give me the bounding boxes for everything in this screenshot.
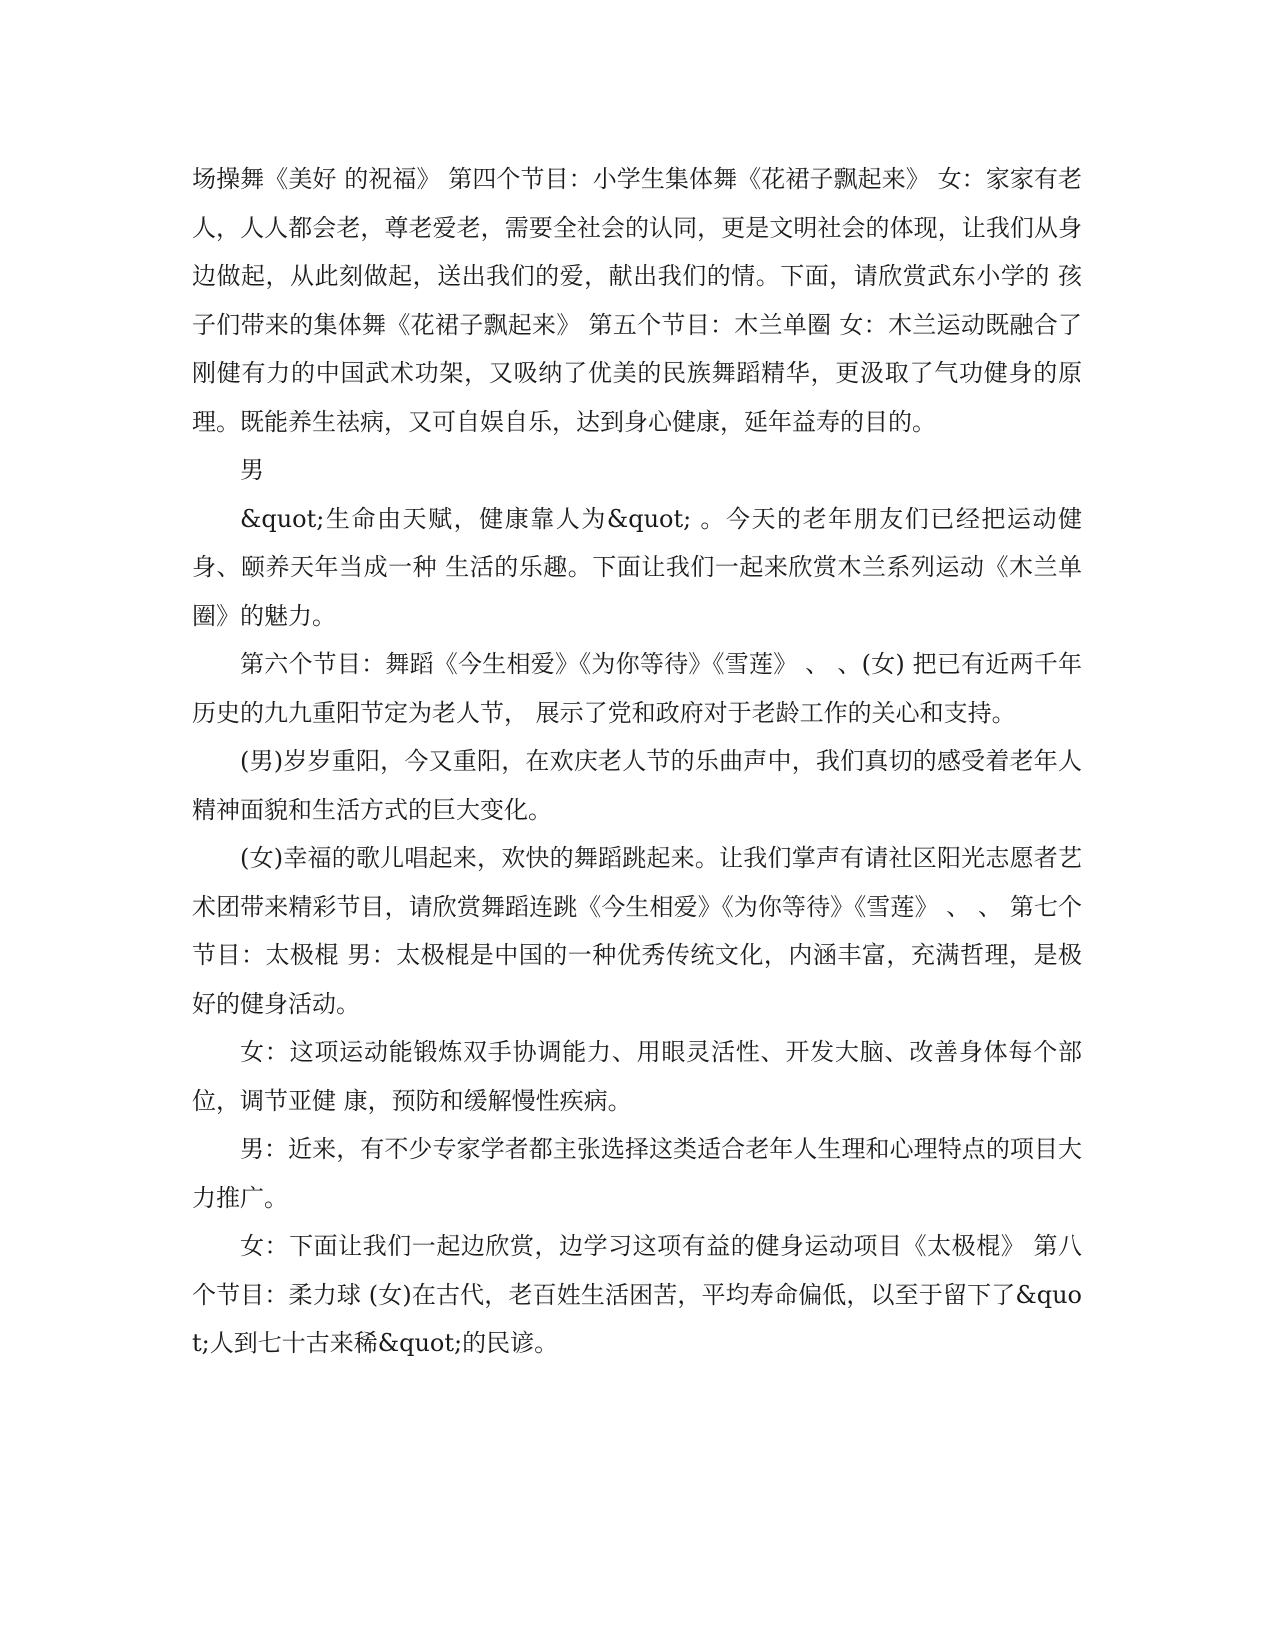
paragraph-7: 女：这项运动能锻炼双手协调能力、用眼灵活性、开发大脑、改善身体每个部位，调节亚健 康，预防和缓解慢性疾病。 xyxy=(192,1038,1082,1115)
paragraph-8: 男：近来，有不少专家学者都主张选择这类适合老年人生理和心理特点的项目大力推广。 xyxy=(192,1135,1082,1212)
paragraph-3: &quot;生命由天赋，健康靠人为&quot; 。今天的老年朋友们已经把运动健身、颐养天年当成一种 生活的乐趣。下面让我们一起来欣赏木兰系列运动《木兰单圈》的魅力。 xyxy=(192,504,1082,630)
paragraph-1: 场操舞《美好 的祝福》 第四个节目：小学生集体舞《花裙子飘起来》 女：家家有老人，人人都会老，尊老爱老，需要全社会的认同，更是文明社会的体现，让我们从身边做起，从此刻做起，送出我们的爱，献出我们的情。下面，请欣赏武东小学的 孩子们带来的集体舞《花裙子飘起来》 第五个节目：木兰单圈 女：木兰运动既融合了刚健有力的中国武术功架，又吸纳了优美的民族舞蹈精华，更汲取了气功健身的原理。既能养生祛病，又可自娱自乐，达到身心健康，延年益寿的目的。 xyxy=(192,165,1082,436)
paragraph-9: 女：下面让我们一起边欣赏，边学习这项有益的健身运动项目《太极棍》 第八个节目：柔力球 (女)在古代，老百姓生活困苦，平均寿命偏低，以至于留下了&quot;人到七十古来稀&quot;的民谚。 xyxy=(192,1232,1082,1357)
paragraph-5: (男)岁岁重阳，今又重阳，在欢庆老人节的乐曲声中，我们真切的感受着老年人精神面貌和生活方式的巨大变化。 xyxy=(192,747,1082,824)
document-body xyxy=(192,155,1082,1368)
paragraph-6: (女)幸福的歌儿唱起来，欢快的舞蹈跳起来。让我们掌声有请社区阳光志愿者艺术团带来精彩节目，请欣赏舞蹈连跳《今生相爱》《为你等待》《雪莲》 、 、 第七个节目：太极棍 男：太极棍是中国的一种优秀传统文化，内涵丰富，充满哲理，是极好的健身活动。 xyxy=(192,844,1082,1018)
paragraph-4: 第六个节目：舞蹈《今生相爱》《为你等待》《雪莲》 、 、(女) 把已有近两千年历史的九九重阳节定为老人节， 展示了党和政府对于老龄工作的关心和支持。 xyxy=(192,650,1082,727)
paragraph-2: 男 xyxy=(240,456,264,484)
